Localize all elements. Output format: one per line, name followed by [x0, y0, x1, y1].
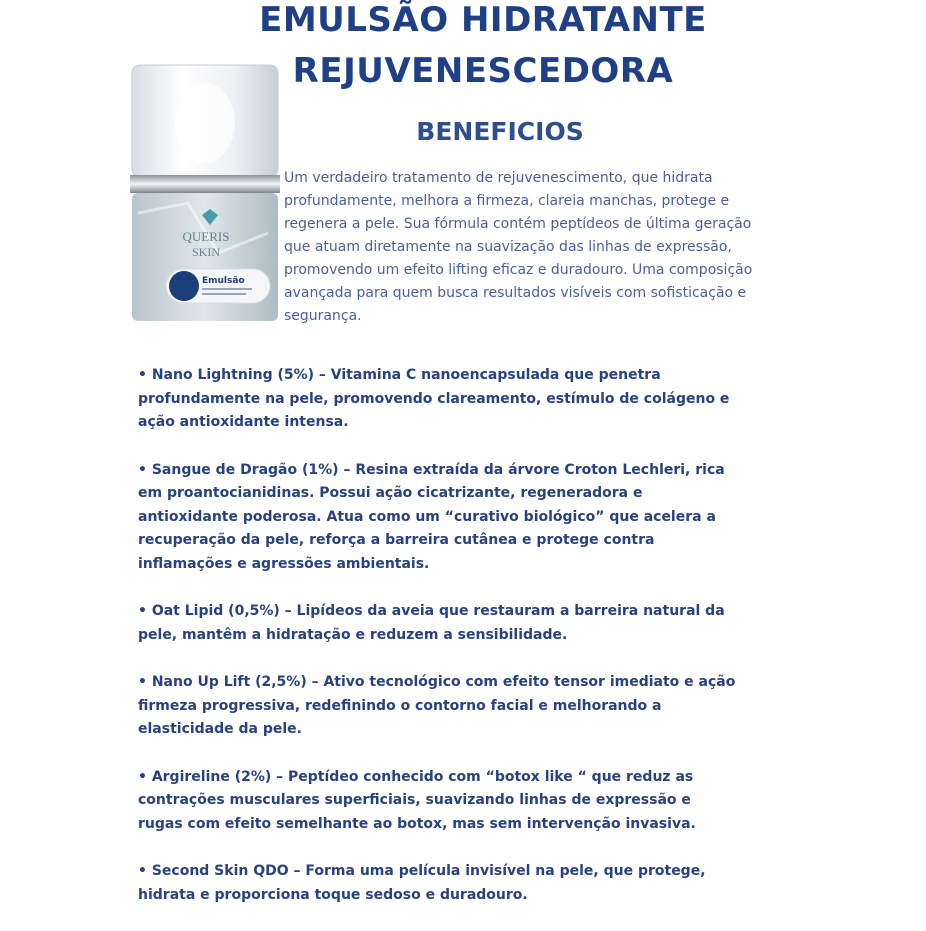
benefit-item: • Nano Lightning (5%) – Vitamina C nanoencapsulada que penetra profundamente na pele, promovendo clareamento, estímulo de colágeno e ação antioxidante intensa. [138, 367, 730, 430]
benefit-item: • Argireline (2%) – Peptídeo conhecido com “botox like “ que reduz as contrações musculares superficiais, suavizando linhas de expressão e rugas com efeito semelhante ao botox, mas sem intervenção invasiva. [138, 768, 696, 832]
page-title-line1: EMULSÃO HIDRATANTE [259, 0, 707, 40]
benefit-item: • Second Skin QDO – Forma uma película invisível na pele, que protege, hidrata e proporciona toque sedoso e duradouro. [138, 863, 706, 903]
benefit-item: • Nano Up Lift (2,5%) – Ativo tecnológico com efeito tensor imediato e ação firmeza progressiva, redefinindo o contorno facial e melhorando a elasticidade da pele. [138, 674, 736, 737]
page-title-line2: REJUVENESCEDORA [292, 51, 674, 91]
svg-text:SKIN: SKIN [191, 245, 221, 259]
benefit-item: • Oat Lipid (0,5%) – Lipídeos da aveia que restauram a barreira natural da pele, mantêm a hidratação e reduzem a sensibilidade. [138, 603, 725, 643]
product-jar-image [128, 63, 282, 325]
section-subtitle: BENEFICIOS [416, 117, 584, 146]
intro-paragraph: Um verdadeiro tratamento de rejuvenescimento, que hidrata profundamente, melhora a firmeza, clareia manchas, protege e regenera a pele. Sua fórmula contém peptídeos de última geração que atuam diretamente na suavização das linhas de expressão, promovendo um efeito lifting eficaz e duradouro. Uma composição avançada para quem busca resultados visíveis com sofisticação e segurança. [284, 170, 753, 324]
product-label: Emulsão [202, 276, 245, 286]
brand-logo-text: QUERIS [182, 229, 230, 244]
benefits-list [138, 364, 738, 931]
benefit-item: • Sangue de Dragão (1%) – Resina extraída da árvore Croton Lechleri, rica em proantocianidinas. Possui ação cicatrizante, regeneradora e antioxidante poderosa. Atua como um “curativo biológico” que acelera a recuperação da pele, reforça a barreira cutânea e protege contra inflamações e agressões ambientais. [138, 461, 725, 572]
